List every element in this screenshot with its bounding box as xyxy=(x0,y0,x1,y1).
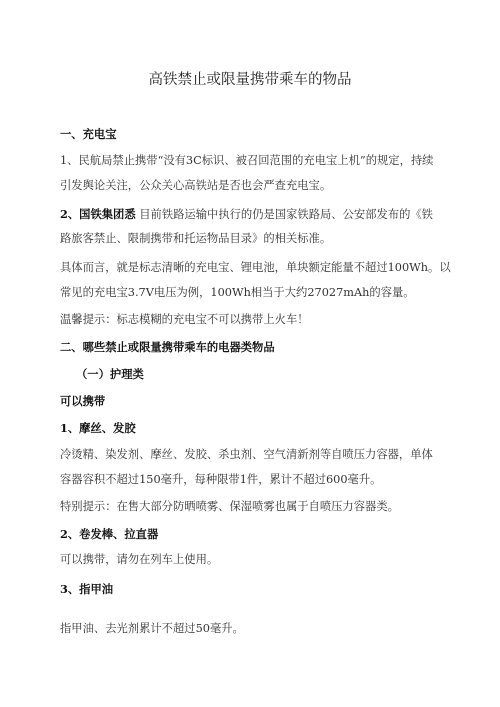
section1-p3-line1: 具体而言，就是标志清晰的充电宝、锂电池，单块额定能量不超过100Wh。以 xyxy=(60,261,451,274)
section1-p3-line2: 常见的充电宝3.7V电压为例，100Wh相当于大约27027mAh的容量。 xyxy=(60,286,415,299)
item3-text: 指甲油、去光剂累计不超过50毫升。 xyxy=(60,622,244,635)
section2-sub1: （一）护理类 xyxy=(76,367,144,381)
item1-line1: 冷烫精、染发剂、摩丝、发胶、杀虫剂、空气清新剂等自喷压力容器，单体 xyxy=(60,448,433,461)
item3-heading: 3、指甲油 xyxy=(60,582,114,596)
item1-heading: 1、摩丝、发胶 xyxy=(60,421,136,435)
document-title: 高铁禁止或限量携带乘车的物品 xyxy=(148,72,352,88)
section1-p2-line2: 路旅客禁止、限制携带和托运物品目录》的相关标准。 xyxy=(60,232,332,245)
section1-p1-line2: 引发舆论关注，公众关心高铁站是否也会严查充电宝。 xyxy=(60,179,332,192)
item1-line2: 容器容积不超过150毫升，每种限带1件，累计不超过600毫升。 xyxy=(60,473,382,486)
section1-p1-line1: 1、民航局禁止携带“没有3C标识、被召回范围的充电宝上机”的规定，持续 xyxy=(60,154,434,167)
section1-p2-line1 xyxy=(60,206,460,223)
section1-p2-lead: 2、国铁集团悉 xyxy=(60,207,136,221)
item2-heading: 2、卷发棒、拉直器 xyxy=(60,527,159,541)
allowed-label: 可以携带 xyxy=(60,394,106,408)
item2-text: 可以携带，请勿在列车上使用。 xyxy=(60,553,219,566)
section1-p2-rest: 目前铁路运输中执行的仍是国家铁路局、公安部发布的《铁 xyxy=(139,208,433,221)
item1-note: 特别提示：在售大部分防晒喷雾、保湿喷雾也属于自喷压力容器类。 xyxy=(60,500,399,513)
section1-tip: 温馨提示：标志模糊的充电宝不可以携带上火车！ xyxy=(60,313,309,326)
section2-heading: 二、哪些禁止或限量携带乘车的电器类物品 xyxy=(60,340,275,354)
section1-heading: 一、充电宝 xyxy=(60,127,117,141)
